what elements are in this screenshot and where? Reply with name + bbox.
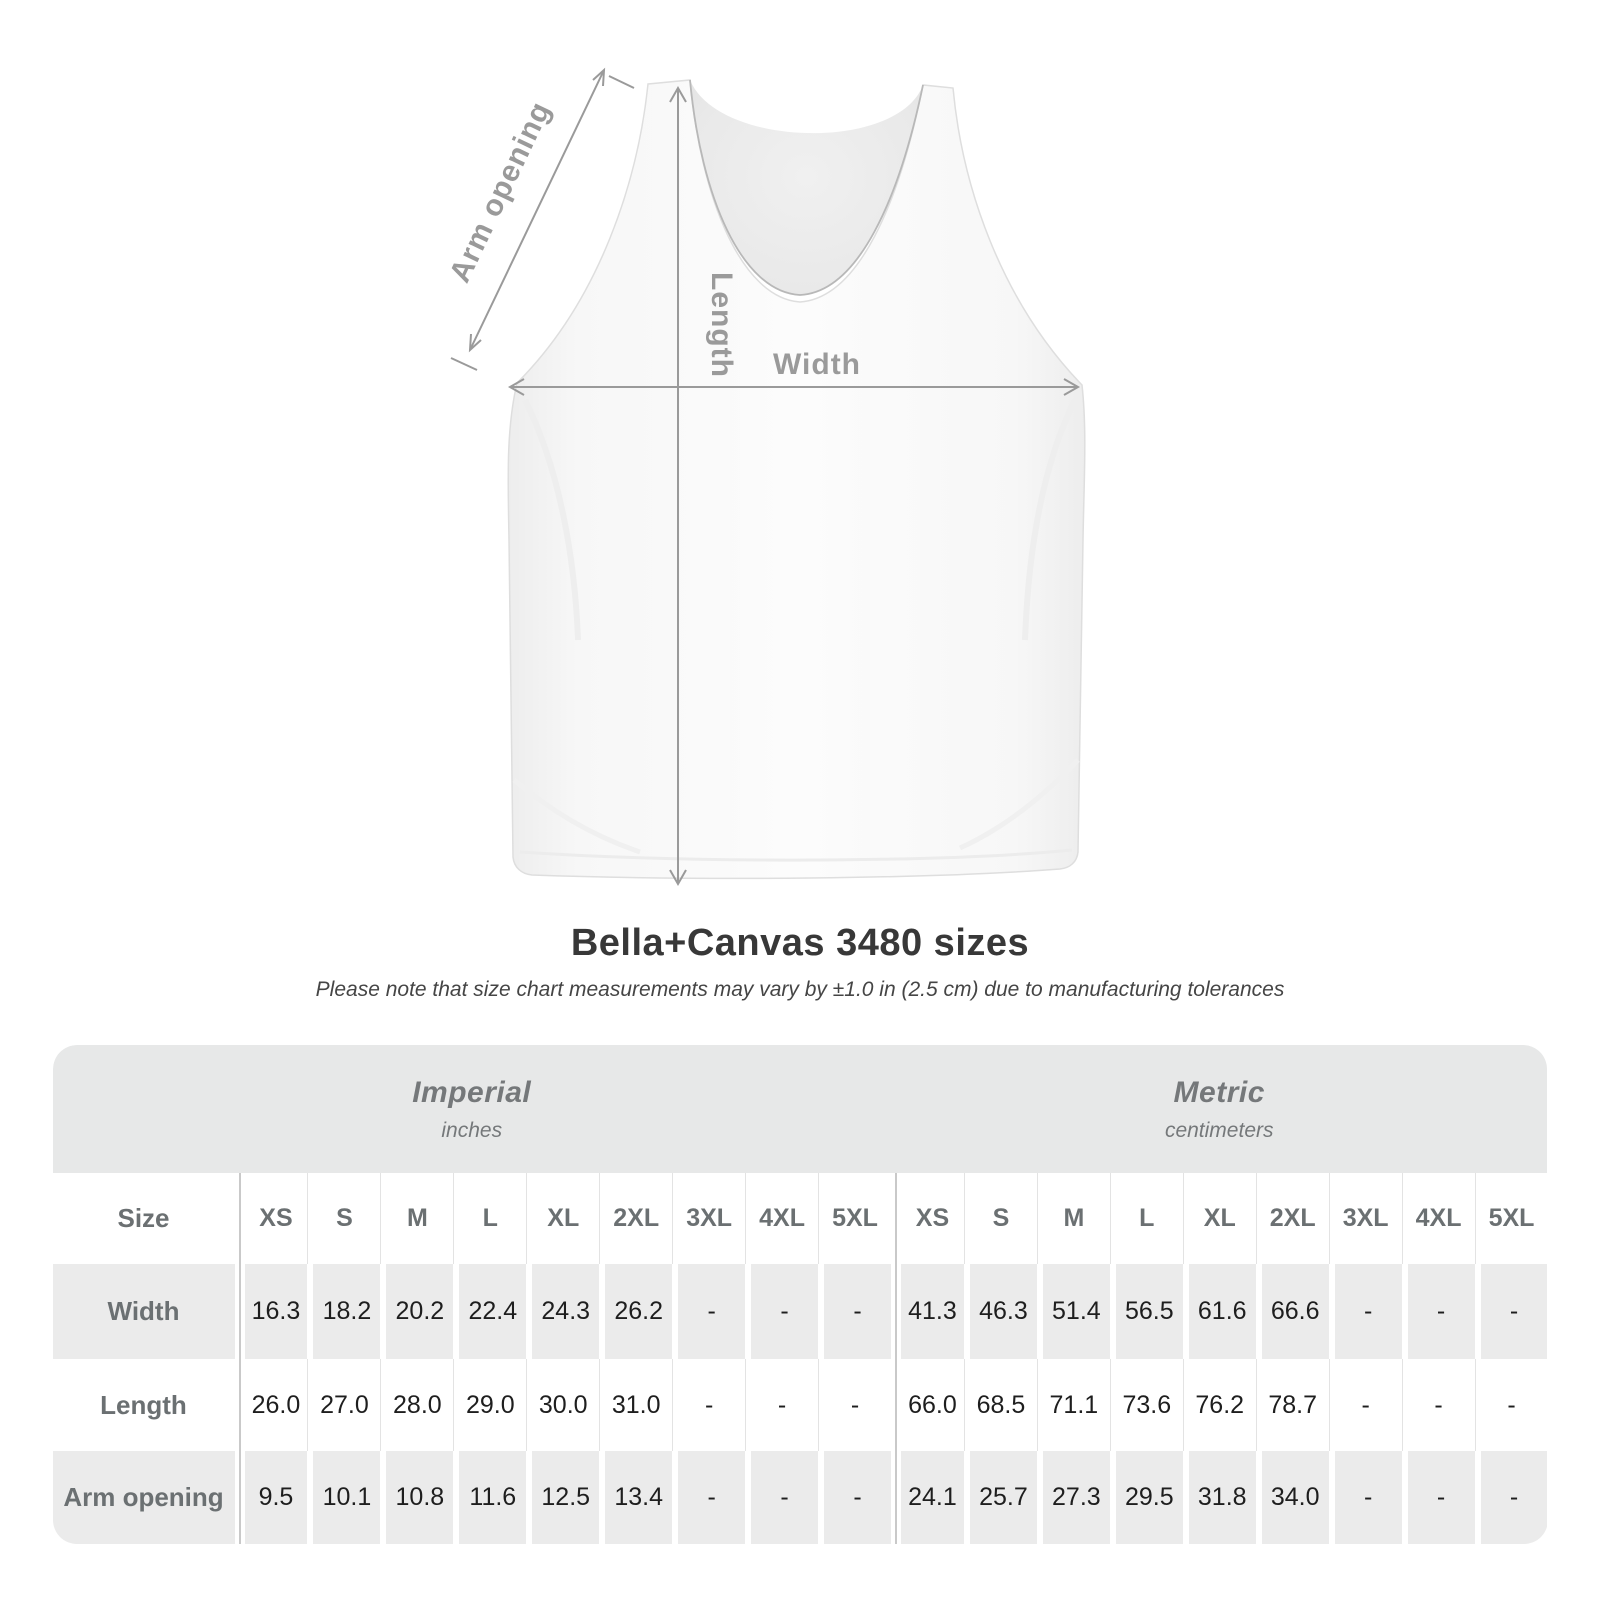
table-cell: -: [818, 1264, 891, 1359]
metric-header: [891, 1045, 1548, 1173]
size-header-cell: M: [1037, 1173, 1110, 1264]
arm-opening-label: Arm opening: [443, 96, 558, 288]
table-cell: -: [1402, 1264, 1475, 1359]
table-cell: 12.5: [526, 1451, 599, 1544]
table-cell: 28.0: [380, 1359, 453, 1451]
table-cell: 31.0: [599, 1359, 672, 1451]
table-cell: 27.3: [1037, 1451, 1110, 1544]
table-cell: -: [1329, 1264, 1402, 1359]
size-header-cell: L: [1110, 1173, 1183, 1264]
table-cell: 56.5: [1110, 1264, 1183, 1359]
metric-label: Metric: [1173, 1075, 1265, 1109]
table-cell: 10.1: [307, 1451, 380, 1544]
table-cell: 29.0: [453, 1359, 526, 1451]
size-column-header: Size: [53, 1173, 235, 1264]
table-cell: -: [1475, 1359, 1548, 1451]
table-cell: -: [1402, 1451, 1475, 1544]
size-header-cell: XS: [235, 1173, 308, 1264]
size-header-cell: 4XL: [1402, 1173, 1475, 1264]
table-cell: 31.8: [1183, 1451, 1256, 1544]
table-cell: 66.0: [891, 1359, 964, 1451]
table-cell: 29.5: [1110, 1451, 1183, 1544]
table-cell: -: [672, 1451, 745, 1544]
table-cell: 26.0: [235, 1359, 308, 1451]
table-cell: 34.0: [1256, 1451, 1329, 1544]
imperial-unit: inches: [441, 1118, 503, 1142]
size-header-cell: S: [307, 1173, 380, 1264]
table-cell: 78.7: [1256, 1359, 1329, 1451]
imperial-label: Imperial: [412, 1075, 532, 1109]
table-cell: 24.1: [891, 1451, 964, 1544]
table-cell: 18.2: [307, 1264, 380, 1359]
table-cell: -: [672, 1264, 745, 1359]
table-cell: -: [818, 1451, 891, 1544]
table-cell: 9.5: [235, 1451, 308, 1544]
size-header-cell: 2XL: [599, 1173, 672, 1264]
size-header-cell: XS: [891, 1173, 964, 1264]
table-cell: -: [1475, 1451, 1548, 1544]
imperial-header: [53, 1045, 891, 1173]
size-chart-table: [53, 1045, 1548, 1544]
size-header-cell: 3XL: [672, 1173, 745, 1264]
size-header-cell: 5XL: [1475, 1173, 1548, 1264]
table-cell: 66.6: [1256, 1264, 1329, 1359]
table-cell: 11.6: [453, 1451, 526, 1544]
table-cell: 30.0: [526, 1359, 599, 1451]
table-cell: 73.6: [1110, 1359, 1183, 1451]
size-header-cell: L: [453, 1173, 526, 1264]
table-cell: 16.3: [235, 1264, 308, 1359]
size-header-cell: XL: [526, 1173, 599, 1264]
row-label-length: Length: [53, 1359, 235, 1451]
table-cell: 71.1: [1037, 1359, 1110, 1451]
table-cell: 46.3: [964, 1264, 1037, 1359]
table-cell: -: [745, 1264, 818, 1359]
table-cell: 51.4: [1037, 1264, 1110, 1359]
table-cell: 13.4: [599, 1451, 672, 1544]
metric-unit: centimeters: [1164, 1118, 1274, 1142]
size-header-cell: XL: [1183, 1173, 1256, 1264]
table-cell: 41.3: [891, 1264, 964, 1359]
table-cell: 26.2: [599, 1264, 672, 1359]
row-label-width: Width: [53, 1264, 235, 1359]
table-cell: -: [672, 1359, 745, 1451]
table-cell: 22.4: [453, 1264, 526, 1359]
table-cell: 20.2: [380, 1264, 453, 1359]
size-header-cell: 2XL: [1256, 1173, 1329, 1264]
table-cell: 61.6: [1183, 1264, 1256, 1359]
imperial-metric-divider: [895, 1173, 897, 1544]
table-cell: -: [1475, 1264, 1548, 1359]
table-cell: -: [1329, 1451, 1402, 1544]
size-header-cell: M: [380, 1173, 453, 1264]
size-header-cell: 5XL: [818, 1173, 891, 1264]
table-cell: -: [1402, 1359, 1475, 1451]
width-label: Width: [772, 348, 862, 381]
size-column-divider: [239, 1173, 241, 1544]
page-title: Bella+Canvas 3480 sizes: [570, 922, 1030, 964]
table-cell: 10.8: [380, 1451, 453, 1544]
table-cell: 76.2: [1183, 1359, 1256, 1451]
table-cell: 25.7: [964, 1451, 1037, 1544]
table-cell: 68.5: [964, 1359, 1037, 1451]
size-header-cell: S: [964, 1173, 1037, 1264]
table-cell: -: [745, 1359, 818, 1451]
table-cell: 27.0: [307, 1359, 380, 1451]
table-cell: 24.3: [526, 1264, 599, 1359]
table-cell: -: [1329, 1359, 1402, 1451]
table-cell: -: [745, 1451, 818, 1544]
size-header-cell: 3XL: [1329, 1173, 1402, 1264]
table-cell: -: [818, 1359, 891, 1451]
length-label: Length: [705, 272, 738, 378]
row-label-arm-opening: Arm opening: [53, 1451, 235, 1544]
tolerance-note: Please note that size chart measurements may vary by ±1.0 in (2.5 cm) due to manufacturing tolerances: [315, 978, 1285, 1001]
size-header-cell: 4XL: [745, 1173, 818, 1264]
